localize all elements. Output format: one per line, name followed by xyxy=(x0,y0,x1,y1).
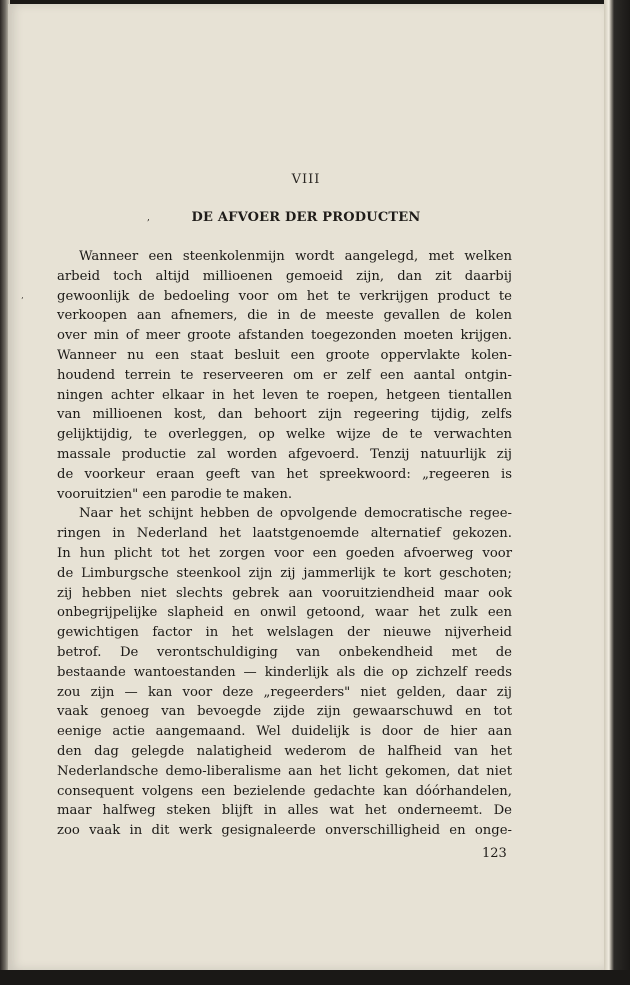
text-line: zoo vaak in dit werk gesignaleerde onverschilligheid en onge- xyxy=(57,823,512,839)
text-line: vaak genoeg van bevoegde zijde zijn gewaarschuwd en tot xyxy=(57,704,512,720)
text-line: houdend terrein te reserveeren om er zelf een aantal ontgin- xyxy=(57,367,512,383)
text-line: verkoopen aan afnemers, die in de meeste gevallen de kolen xyxy=(57,308,512,324)
text-line: ringen in Nederland het laatstgenoemde alternatief gekozen. xyxy=(57,526,512,542)
text-line: zij hebben niet slechts gebrek aan vooruitziendheid maar ook xyxy=(57,585,512,601)
text-line: den dag gelegde nalatigheid wederom de halfheid van het xyxy=(57,743,512,759)
scan-background-bottom xyxy=(0,970,630,985)
text-line: gelijktijdig, te overleggen, op welke wijze de te verwachten xyxy=(57,427,512,443)
text-line: Naar het schijnt hebben de opvolgende democratische regee- xyxy=(79,506,512,522)
text-line: eenige actie aangemaand. Wel duidelijk is door de hier aan xyxy=(57,724,512,740)
text-line: gewoonlijk de bedoeling voor om het te verkrijgen product te xyxy=(57,288,512,304)
margin-ink-mark: ’ xyxy=(21,296,24,305)
text-line: bestaande wantoestanden — kinderlijk als die op zichzelf reeds xyxy=(57,664,512,680)
text-line: massale productie zal worden afgevoerd. Tenzij natuurlijk zij xyxy=(57,446,512,462)
text-line: gewichtigen factor in het welslagen der nieuwe nijverheid xyxy=(57,625,512,641)
text-line: van millioenen kost, dan behoort zijn regeering tijdig, zelfs xyxy=(57,407,512,423)
page-number: 123 xyxy=(482,846,507,861)
text-line: zou zijn — kan voor deze „regeerders" niet gelden, daar zij xyxy=(57,684,512,700)
text-line: maar halfweg steken blijft in alles wat het onderneemt. De xyxy=(57,803,512,819)
text-line: over min of meer groote afstanden toegezonden moeten krijgen. xyxy=(57,328,512,344)
chapter-title: DE AFVOER DER PRODUCTEN xyxy=(191,210,421,225)
paragraph-2 xyxy=(57,504,512,841)
stray-ink-mark: ‚ xyxy=(147,213,150,223)
text-line: ningen achter elkaar in het leven te roepen, hetgeen tientallen xyxy=(57,387,512,403)
chapter-number: VIII xyxy=(291,172,321,187)
page-stack-edge xyxy=(604,0,630,985)
text-line: onbegrijpelijke slapheid en onwil getoond, waar het zulk een xyxy=(57,605,512,621)
text-line: de voorkeur eraan geeft van het spreekwoord: „regeeren is xyxy=(57,466,512,482)
text-line: betrof. De verontschuldiging van onbekendheid met de xyxy=(57,644,512,660)
text-line: Wanneer een steenkolenmijn wordt aangelegd, met welken xyxy=(79,249,512,264)
text-line: de Limburgsche steenkool zijn zij jammerlijk te kort geschoten; xyxy=(57,565,512,581)
text-line: Wanneer nu een staat besluit een groote oppervlakte kolen- xyxy=(57,347,512,363)
text-line: vooruitzien" een parodie te maken. xyxy=(57,486,293,502)
text-line: In hun plicht tot het zorgen voor een goeden afvoerweg voor xyxy=(57,545,512,561)
text-line: Nederlandsche demo-liberalisme aan het licht gekomen, dat niet xyxy=(57,763,512,779)
paragraph-1 xyxy=(57,247,512,504)
text-line: arbeid toch altijd millioenen gemoeid zijn, dan zit daarbij xyxy=(57,268,512,284)
text-line: consequent volgens een bezielende gedachte kan dóórhandelen, xyxy=(57,783,512,799)
body-text xyxy=(57,247,512,841)
